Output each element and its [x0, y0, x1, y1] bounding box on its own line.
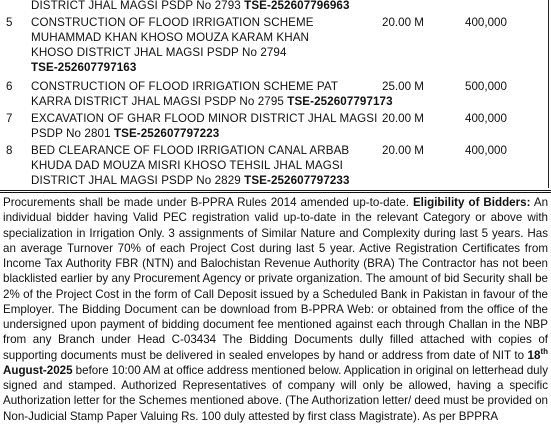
tse-number: TSE-252607797163: [31, 61, 137, 74]
description-line: KARRA DISTRICT JHAL MAGSI PSDP No 2795 TSE-252607797173: [31, 95, 393, 108]
tse-number: TSE-252607797173: [287, 95, 393, 108]
tse-number: TSE-252607797223: [113, 127, 220, 140]
serial-number: 6: [6, 80, 13, 93]
eligibility-heading: Eligibility of Bidders:: [412, 196, 531, 209]
scheme-description: [31, 15, 361, 75]
description-line: EXCAVATION OF GHAR FLOOD MINOR DISTRICT JHAL MAGSI: [31, 112, 378, 125]
estimated-cost: 20.00 M: [382, 144, 424, 157]
description-line: BED CLEARANCE OF FLOOD IRRIGATION CANAL ARBAB: [31, 144, 350, 157]
estimated-cost: 20.00 M: [382, 16, 424, 29]
deadline-day-suffix: th: [540, 346, 548, 356]
description-line: MUHAMMAD KHAN KHOSO MOUZA KARAM KHAN: [31, 31, 310, 44]
document-fee: 500,000: [465, 80, 507, 93]
description-line: CONSTRUCTION OF FLOOD IRRIGATION SCHEME: [31, 16, 314, 29]
scheme-description: [31, 143, 361, 188]
scheme-description: [31, 111, 378, 141]
serial-number: 5: [6, 16, 13, 29]
deadline-month: August-2025: [3, 363, 73, 377]
description-line: [31, 60, 361, 75]
estimated-cost: 25.00 M: [382, 80, 424, 93]
description-line: DISTRICT JHAL MAGSI PSDP No 2793 TSE-252607796963: [31, 0, 350, 12]
description-line: KHUDA DAD MOUZA MISRI KHOSO TEHSIL JHAL MAGSI: [31, 159, 344, 172]
document-fee: 400,000: [465, 144, 507, 157]
tse-number: TSE-252607797233: [244, 174, 350, 187]
scheme-description: [31, 0, 361, 13]
eligibility-paragraph: Procurements shall be made under B-PPRA Rules 2014 amended up-to-date. Eligibility of Bidders: An individual bidder having Valid PEC registration valid up-to-date in the relevant Category or above with specialization in Irrigation Only. 3 assignments of Similar Nature and Complexity during last 5 years. Has an average Turnover 70% of each Project Cost during last 5 year. Active Registration Certificates from Income Tax Authority FBR (NTN) and Balochistan Revenue Authority (BRA) The Contractor has not been blacklisted earlier by any Procurement Agency or private organization. The amount of bid Security shall be 2% of the Project Cost in the form of Call Deposit issued by a Scheduled Bank in Pakistan in favour of the Employer. The Bidding Document can be download from B-PPRA Web: or obtained from the office of the undersigned upon payment of bidding document fee mentioned against each through Challan in the NBP from any Branch under Head C-03434 The Bidding Documents dully filled attached with copies of supporting documents must be delivered in sealed envelopes by hand or address from date of NIT to 18th August-2025 before 10:00 AM at office address mentioned below. Application in original on letterhead duly signed and stamped. Authorized Representatives of company will only be allowed, having a specific Authorization letter for the Schemes mentioned above. (The Authorization letter/ deed must be provided on Non-Judicial Stamp Paper Valuing Rs. 100 duly attested by first class Magistrate). As per BPPRA: [3, 196, 549, 423]
document-fee: 400,000: [465, 16, 507, 29]
description-line: DISTRICT JHAL MAGSI PSDP No 2829 TSE-252607797233: [31, 174, 350, 187]
document-fee: 400,000: [465, 112, 507, 125]
section-divider: [0, 190, 551, 193]
tse-number: TSE-252607796963: [244, 0, 350, 12]
scheme-description: [31, 79, 393, 109]
description-line: PSDP No 2801 TSE-252607797223: [31, 127, 220, 140]
serial-number: 7: [6, 112, 13, 125]
description-line: CONSTRUCTION OF FLOOD IRRIGATION SCHEME PAT: [31, 80, 339, 93]
deadline-day: 18: [527, 348, 541, 362]
serial-number: 8: [6, 144, 13, 157]
estimated-cost: 20.00 M: [382, 112, 424, 125]
description-line: KHOSO DISTRICT JHAL MAGSI PSDP No 2794: [31, 46, 287, 59]
schemes-table: [0, 0, 549, 188]
